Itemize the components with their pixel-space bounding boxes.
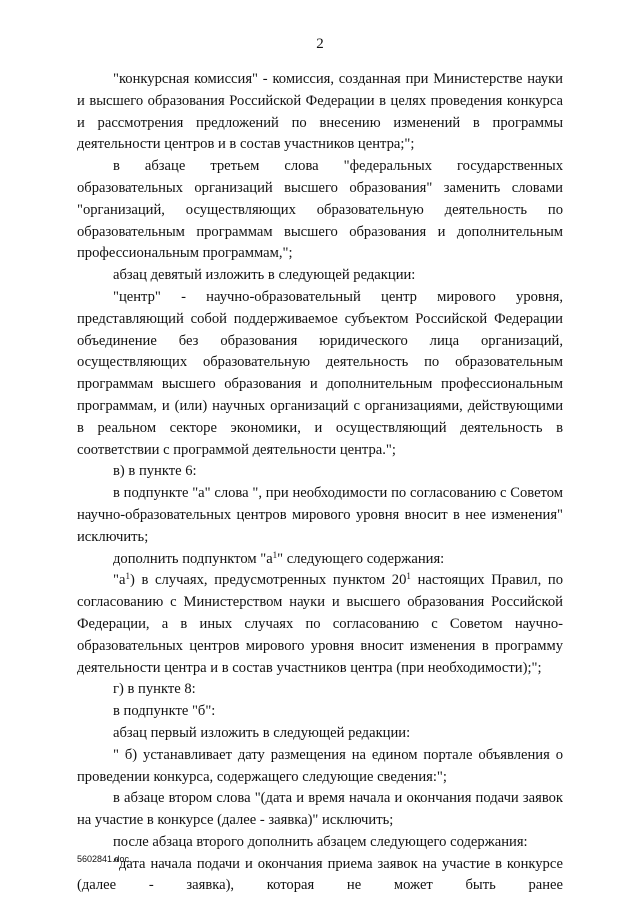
paragraph-add-after-second-abzac: после абзаца второго дополнить абзацем следующего содержания: — [113, 833, 528, 850]
paragraph-competition-commission: "конкурсная комиссия" - комиссия, созданная при Министерстве науки и высшего образования Российской Федерации в целях проведения конкурса и рассмотрения предложений по внесению изменений в программы деятельности центров и в состав участников центра;"; — [77, 71, 563, 153]
paragraph-ninth-abzac-intro: абзац девятый изложить в следующей редакции: — [113, 267, 416, 284]
paragraph-center-definition: "центр" - научно-образовательный центр мирового уровня, представляющий собой поддерживаемое субъектом Российской Федерации объединение без образования юридического лица организаций, осуществляющих образовательную деятельность по образовательным программам высшего образования и дополнительным профессиональным программам, и (или) научных организаций с организациями, действующими в реальном секторе экономики, и осуществляющий деятельность в соответствии с программой деятельности центра."; — [77, 288, 563, 458]
text-segment: настоящих Правил, по согласованию с Министерством науки и высшего образования Российской Федерации, а в иных случаях по согласованию с Советом научно-образовательных центров мирового уровня вносит изменения в программу деятельности центра и в состав участников центра (при необходимости);"; — [77, 572, 563, 676]
file-name-footer: 5602841.doc — [77, 854, 130, 864]
text-segment: " следующего содержания: — [277, 550, 445, 567]
paragraph-point-6-heading: в) в пункте 6: — [113, 463, 197, 480]
paragraph-first-abzac-intro: абзац первый изложить в следующей редакции: — [113, 724, 411, 741]
paragraph-subpoint-b-heading: в подпункте "б": — [113, 703, 216, 720]
text-segment: ) в случаях, предусмотренных пунктом 20 — [129, 572, 407, 589]
paragraph-subpoint-b-text: " б) устанавливает дату размещения на едином портале объявления о проведении конкурса, содержащего следующие сведения:"; — [77, 746, 563, 785]
page-number: 2 — [316, 36, 324, 52]
paragraph-application-dates: "дата начала подачи и окончания приема заявок на участие в конкурсе (далее - заявка), которая не может быть ранее — [77, 855, 563, 894]
paragraph-add-subpoint-a1 — [77, 549, 563, 571]
paragraph-second-abzac-delete: в абзаце втором слова "(дата и время начала и окончания подачи заявок на участие в конкурсе (далее - заявка)" исключить; — [77, 790, 563, 829]
paragraph-subpoint-a-delete: в подпункте "а" слова ", при необходимости по согласованию с Советом научно-образовательных центров мирового уровня вносит в нее изменения" исключить; — [77, 485, 563, 545]
document-body — [77, 69, 563, 897]
paragraph-subpoint-a1-text — [77, 570, 563, 679]
paragraph-point-8-heading: г) в пункте 8: — [113, 681, 196, 698]
text-segment: дополнить подпунктом "а — [113, 550, 273, 567]
paragraph-paragraph-three-amendment: в абзаце третьем слова "федеральных государственных образовательных организаций высшего образования" заменить словами "организаций, осуществляющих образовательную деятельность по образовательным программам высшего образования и дополнительным профессиональным программам,"; — [77, 158, 563, 262]
superscript: 1 — [125, 571, 130, 582]
text-segment: "а — [113, 572, 126, 589]
superscript: 1 — [272, 549, 278, 560]
superscript: 1 — [406, 571, 411, 582]
